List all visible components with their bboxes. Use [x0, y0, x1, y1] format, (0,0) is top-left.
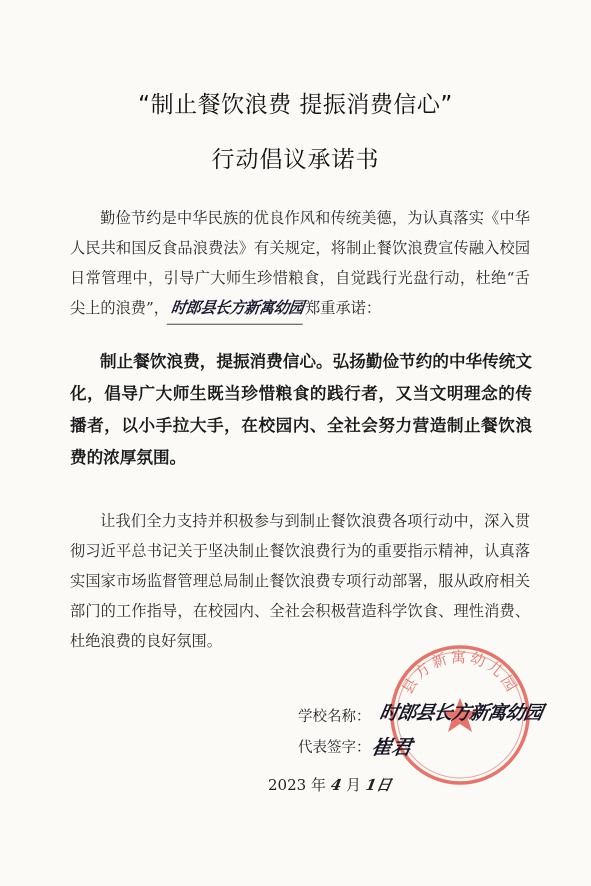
date-line: [268, 774, 391, 795]
paragraph-call-to-action: [70, 506, 530, 656]
paragraph-intro-text: 勤俭节约是中华民族的优良作风和传统美德，为认真落实《中华人民共和国反食品浪费法》有关规定，将制止餐饮浪费宣传融入校园日常管理中，引导广大师生珍惜粮食，自觉践行光盘行动，杜绝“舌尖上的浪费”，: [70, 209, 530, 317]
paragraph-intro: [70, 203, 530, 324]
handwritten-school-name-inline: 时郎县长方新寓幼园: [167, 292, 308, 325]
paragraph-commitment-text: 制止餐饮浪费，提振消费信心。弘扬勤俭节约的中华传统文化，倡导广大师生既当珍惜粮食的践行者，又当文明理念的传播者，以小手拉大手，在校园内、全社会努力营造制止餐饮浪费的浓厚氛围。: [70, 352, 532, 467]
representative-signature-label: 代表签字：: [298, 740, 371, 756]
paragraph-commitment: [70, 346, 532, 474]
paragraph-call-to-action-text: 让我们全力支持并积极参与到制止餐饮浪费各项行动中，深入贯彻习近平总书记关于坚决制止餐饮浪费行为的重要指示精神，认真落实国家市场监督管理总局制止餐饮浪费专项行动部署，服从政府相关部门的工作指导，在校园内、全社会积极营造科学饮食、理性消费、杜绝浪费的良好氛围。: [70, 512, 530, 650]
date-day-handwritten: 1日: [364, 776, 393, 794]
handwritten-school-name: 时郎县长方新寓幼园: [377, 702, 544, 724]
document-title-line2: 行动倡议承诺书: [211, 147, 380, 173]
paragraph-intro-end: 郑重承诺：: [305, 299, 382, 317]
svg-text:县方新寓幼儿园: [398, 648, 522, 697]
date-month-handwritten: 4: [329, 776, 343, 794]
seal-text: 县方新寓幼儿园: [398, 648, 522, 698]
date-year: 2023 年: [268, 776, 326, 794]
handwritten-signature: 崔君: [369, 735, 414, 759]
document-title-line1: “制止餐饮浪费 提振消费信心”: [138, 92, 453, 118]
date-month-label: 月: [345, 776, 361, 794]
school-name-label: 学校名称：: [298, 709, 371, 725]
